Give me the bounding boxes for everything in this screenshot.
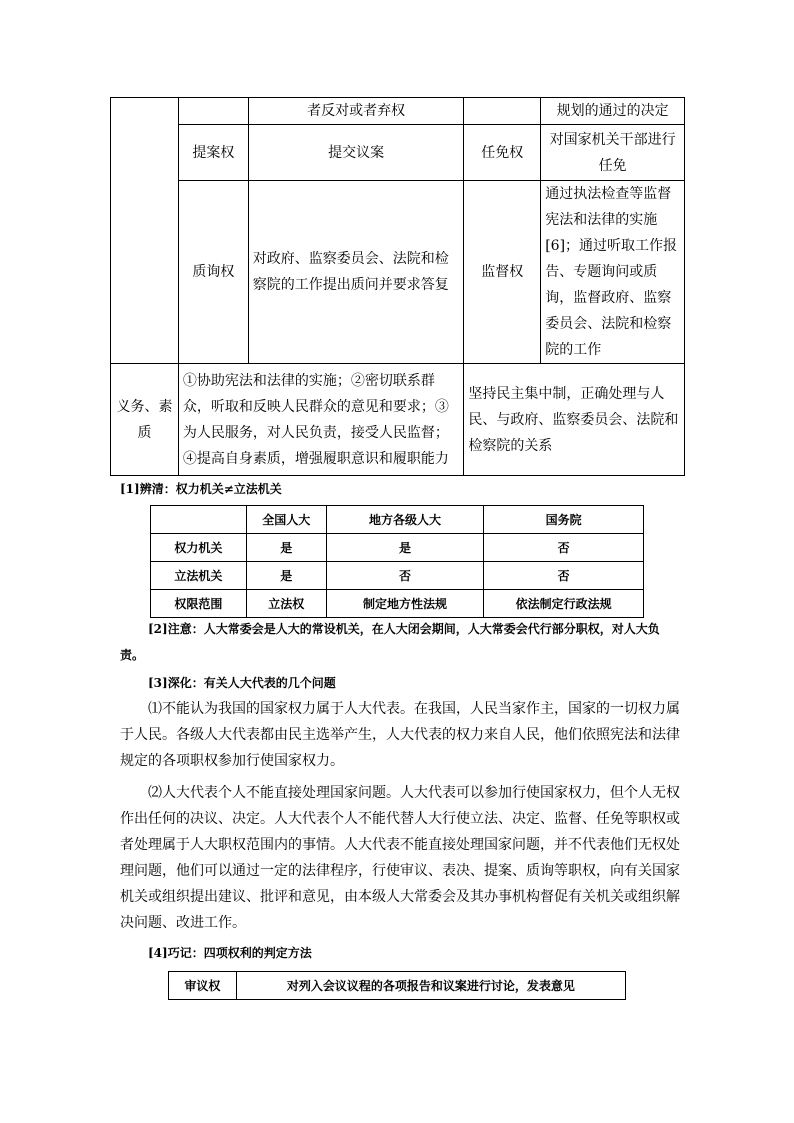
memo-table-label: 审议权 bbox=[169, 972, 237, 1000]
note1-title: [1]辨清：权力机关≠立法机关 bbox=[120, 482, 282, 496]
memo-table-text: 对列入会议议程的各项报告和议案进行讨论，发表意见 bbox=[236, 972, 625, 1000]
compare-table-cell: 否 bbox=[326, 562, 484, 590]
compare-table-cell: 制定地方性法规 bbox=[326, 590, 484, 618]
main-table-r2-c4: 通过执法检查等监督宪法和法律的实施[6]；通过听取工作报告、专题询问或质询，监督政府、监察委员会、法院和检察院的工作 bbox=[541, 181, 685, 364]
compare-table-cell: 否 bbox=[484, 562, 644, 590]
compare-table-header: 地方各级人大 bbox=[326, 506, 484, 534]
main-table-r0-c1 bbox=[178, 98, 248, 125]
main-table-r3-c2: 坚持民主集中制，正确处理与人民、与政府、监察委员会、法院和检察院的关系 bbox=[464, 364, 685, 476]
main-table-r1-c3: 任免权 bbox=[464, 125, 541, 181]
compare-table-cell: 权限范围 bbox=[151, 590, 247, 618]
note4-title: [4]巧记：四项权利的判定方法 bbox=[148, 946, 312, 960]
compare-table bbox=[150, 505, 644, 618]
compare-table-cell: 是 bbox=[326, 534, 484, 562]
compare-table-cell: 权力机关 bbox=[151, 534, 247, 562]
compare-table-cell: 立法权 bbox=[246, 590, 326, 618]
compare-table-cell: 否 bbox=[484, 534, 644, 562]
memo-table bbox=[168, 971, 626, 1000]
compare-table-cell: 立法机关 bbox=[151, 562, 247, 590]
main-table-left-blank bbox=[111, 98, 179, 364]
compare-table-header bbox=[151, 506, 247, 534]
main-table-r3-c1: ①协助宪法和法律的实施；②密切联系群众，听取和反映人民群众的意见和要求；③为人民服务，对人民负责，接受人民监督；④提高自身素质，增强履职意识和履职能力 bbox=[178, 364, 463, 476]
main-table-r1-c4: 对国家机关干部进行任免 bbox=[541, 125, 685, 181]
main-table-r2-c1: 质询权 bbox=[178, 181, 248, 364]
compare-table-header: 全国人大 bbox=[246, 506, 326, 534]
compare-table-cell: 依法制定行政法规 bbox=[484, 590, 644, 618]
note3-title: [3]深化：有关人大代表的几个问题 bbox=[148, 676, 336, 690]
main-table-r3-c0: 义务、素质 bbox=[111, 364, 179, 476]
main-table-r1-c2: 提交议案 bbox=[248, 125, 464, 181]
compare-table-cell: 是 bbox=[246, 562, 326, 590]
note2-text: [2]注意：人大常委会是人大的常设机关，在人大闭会期间，人大常委会代行部分职权，对人大负责。 bbox=[120, 622, 660, 662]
main-table-r1-c1: 提案权 bbox=[178, 125, 248, 181]
main-table-r0-c2: 者反对或者弃权 bbox=[248, 98, 464, 125]
main-table bbox=[110, 97, 685, 476]
main-table-r0-c4: 规划的通过的决定 bbox=[541, 98, 685, 125]
compare-table-cell: 是 bbox=[246, 534, 326, 562]
main-table-r2-c3: 监督权 bbox=[464, 181, 541, 364]
note3-paragraph-1: ⑴不能认为我国的国家权力属于人大代表。在我国，人民当家作主，国家的一切权力属于人民。各级人大代表都由民主选举产生，人大代表的权力来自人民，他们依照宪法和法律规定的各项职权参加行使国家权力。 bbox=[120, 701, 680, 769]
compare-table-header: 国务院 bbox=[484, 506, 644, 534]
main-table-r0-c3 bbox=[464, 98, 541, 125]
main-table-r2-c2: 对政府、监察委员会、法院和检察院的工作提出质问并要求答复 bbox=[248, 181, 464, 364]
note3-paragraph-2: ⑵人大代表个人不能直接处理国家问题。人大代表可以参加行使国家权力，但个人无权作出任何的决议、决定。人大代表个人不能代替人大行使立法、决定、监督、任免等职权或者处理属于人大职权范围内的事情。人大代表不能直接处理国家问题，并不代表他们无权处理问题，他们可以通过一定的法律程序，行使审议、表决、提案、质询等职权，向有关国家机关或组织提出建议、批评和意见，由本级人大常委会及其办事机构督促有关机关或组织解决问题、改进工作。 bbox=[120, 785, 680, 931]
